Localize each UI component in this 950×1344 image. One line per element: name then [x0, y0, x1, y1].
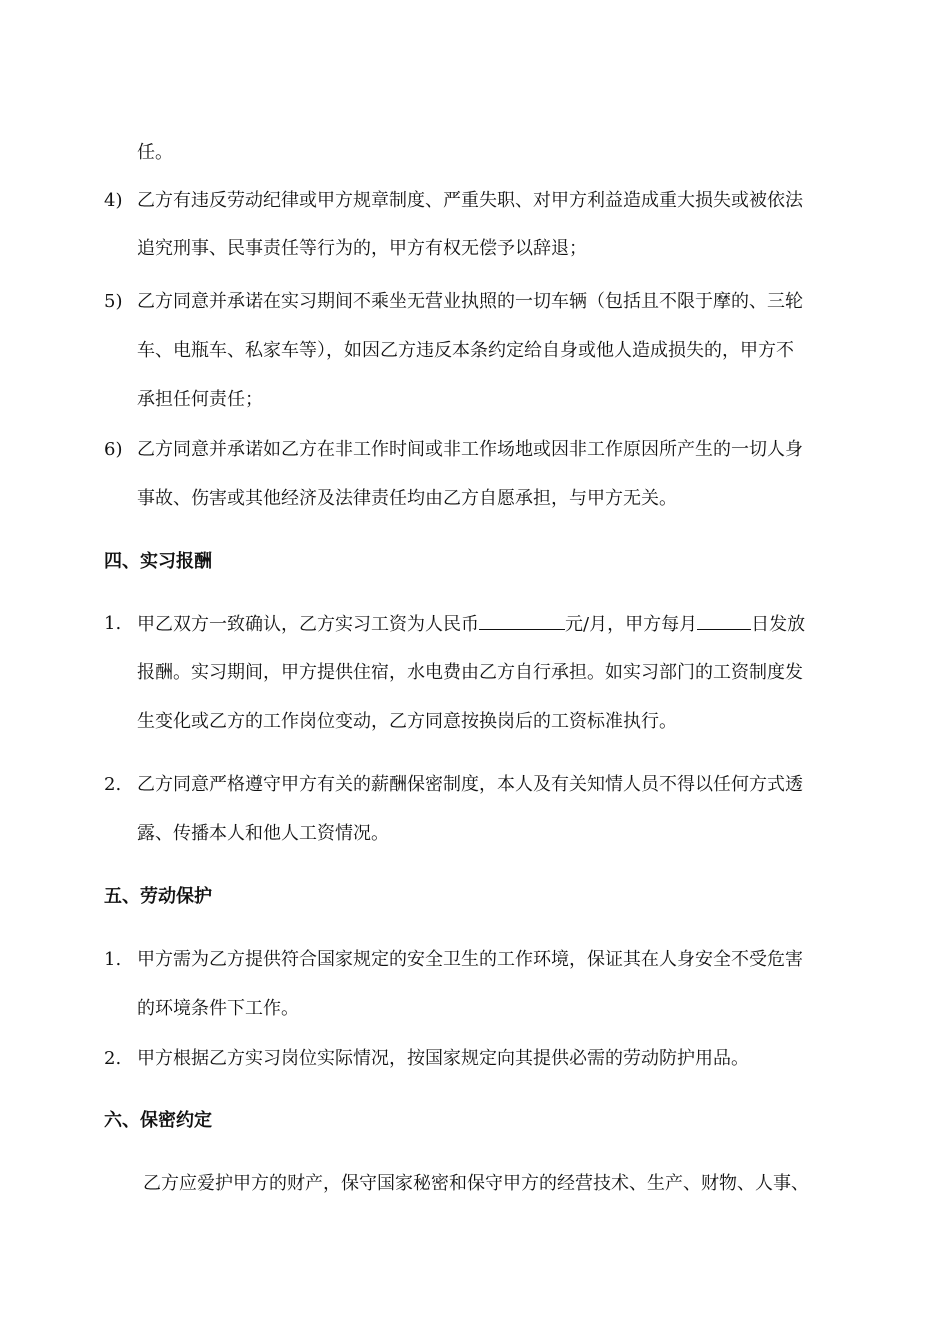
- item-text: 乙方同意并承诺在实习期间不乘坐无营业执照的一切车辆（包括且不限于摩的、三轮: [137, 291, 803, 312]
- item-number: 5): [104, 291, 123, 312]
- heading-text: 四、实习报酬: [104, 551, 212, 572]
- item-text: 追究刑事、民事责任等行为的，甲方有权无偿予以辞退；: [137, 238, 587, 259]
- item-number: 1.: [104, 613, 122, 634]
- item-text: 乙方有违反劳动纪律或甲方规章制度、严重失职、对甲方利益造成重大损失或被依法: [137, 190, 803, 211]
- item-number: 2.: [104, 1048, 122, 1069]
- item-text: 的环境条件下工作。: [137, 998, 299, 1019]
- heading-text: 六、保密约定: [104, 1110, 212, 1131]
- text-segment: 日发放: [751, 614, 806, 635]
- item-text: 承担任何责任；: [137, 389, 263, 410]
- item-text: 任。: [137, 142, 173, 163]
- item-number: 2.: [104, 774, 122, 795]
- item-text: [137, 611, 805, 638]
- item-text: 露、传播本人和他人工资情况。: [137, 823, 389, 844]
- item-number: 1.: [104, 949, 122, 970]
- item-number: 4): [104, 190, 123, 211]
- item-text: 事故、伤害或其他经济及法律责任均由乙方自愿承担，与甲方无关。: [137, 488, 677, 509]
- item-text: 乙方同意严格遵守甲方有关的薪酬保密制度，本人及有关知情人员不得以任何方式透: [137, 774, 803, 795]
- item-text: 生变化或乙方的工作岗位变动，乙方同意按换岗后的工资标准执行。: [137, 711, 677, 732]
- item-text: 报酬。实习期间，甲方提供住宿，水电费由乙方自行承担。如实习部门的工资制度发: [137, 662, 803, 683]
- amount-blank: [479, 611, 565, 630]
- item-number: 6): [104, 439, 123, 460]
- heading-text: 五、劳动保护: [104, 886, 212, 907]
- item-text: 甲方根据乙方实习岗位实际情况，按国家规定向其提供必需的劳动防护用品。: [137, 1048, 749, 1069]
- item-text: 甲方需为乙方提供符合国家规定的安全卫生的工作环境，保证其在人身安全不受危害: [137, 949, 803, 970]
- paragraph-text: 乙方应爱护甲方的财产，保守国家秘密和保守甲方的经营技术、生产、财物、人事、: [143, 1173, 809, 1194]
- item-text: 乙方同意并承诺如乙方在非工作时间或非工作场地或因非工作原因所产生的一切人身: [137, 439, 803, 460]
- text-segment: 元/月，甲方每月: [565, 614, 698, 635]
- text-segment: 甲乙双方一致确认，乙方实习工资为人民币: [137, 614, 479, 635]
- item-text: 车、电瓶车、私家车等），如因乙方违反本条约定给自身或他人造成损失的，甲方不: [137, 340, 794, 361]
- day-blank: [697, 611, 751, 630]
